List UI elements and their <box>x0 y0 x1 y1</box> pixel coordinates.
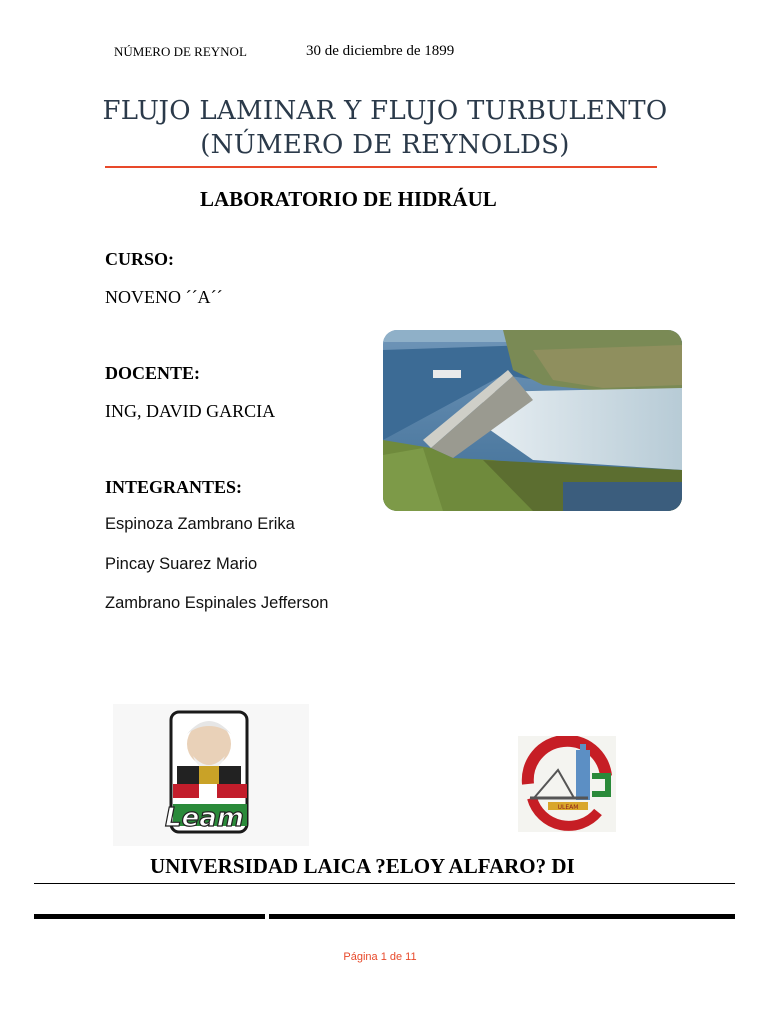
header-date: 30 de diciembre de 1899 <box>306 43 455 59</box>
curso-value: NOVENO ´´A´´ <box>105 287 223 307</box>
integrantes-label: INTEGRANTES: <box>105 477 243 497</box>
header-left-text: NÚMERO DE REYNOL <box>114 44 247 59</box>
docente-label: DOCENTE: <box>105 363 201 383</box>
title-line-2: (NÚMERO DE REYNOLDS) <box>200 130 570 160</box>
document-title <box>60 94 710 162</box>
divider-thin <box>34 883 735 884</box>
faculty-logo-lettering: ULEAM <box>557 804 579 811</box>
docente-value: ING, DAVID GARCIA <box>105 401 276 421</box>
title-line-1: FLUJO LAMINAR Y FLUJO TURBULENTO <box>102 96 668 126</box>
divider-thick-right <box>269 914 735 919</box>
curso-label: CURSO: <box>105 249 175 269</box>
divider-thick-left <box>34 914 265 919</box>
page-number: Página 1 de 11 <box>343 951 417 963</box>
member-3: Zambrano Espinales Jefferson <box>105 594 329 612</box>
faculty-logo <box>518 736 616 832</box>
university-logo <box>113 704 309 846</box>
title-underline <box>105 166 657 168</box>
member-1: Espinoza Zambrano Erika <box>105 515 295 533</box>
university-name: UNIVERSIDAD LAICA ?ELOY ALFARO? DI <box>150 854 575 878</box>
dam-photo <box>383 330 682 511</box>
logo-lettering: Leam <box>165 803 244 833</box>
member-2: Pincay Suarez Mario <box>105 555 258 573</box>
lab-heading: LABORATORIO DE HIDRÁUL <box>200 187 497 211</box>
